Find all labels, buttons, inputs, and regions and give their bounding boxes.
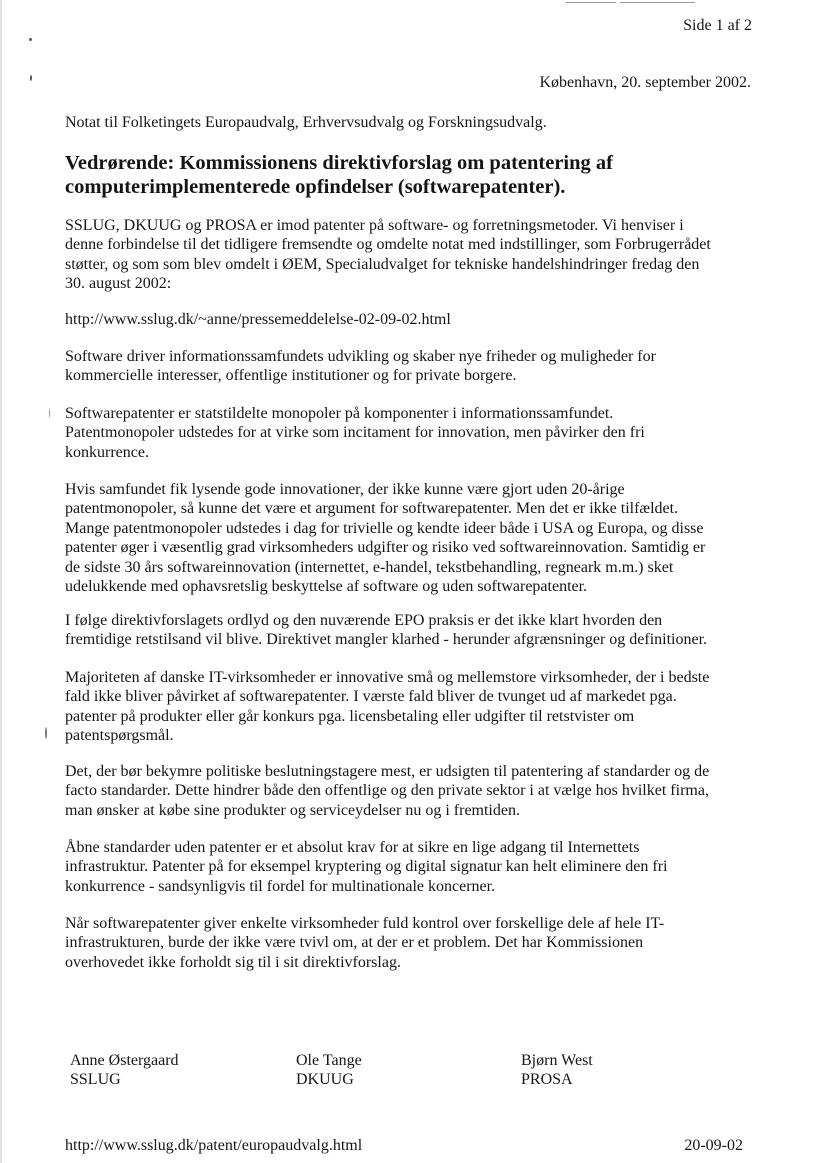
addressee: Notat til Folketingets Europaudvalg, Erhvervsudvalg og Forskningsudvalg. bbox=[65, 114, 547, 131]
paragraph-line: 30. august 2002: bbox=[65, 275, 172, 293]
paragraph-line: Det, der bør bekymre politiske beslutningstagere mest, er udsigten til patentering af standarder og de bbox=[65, 763, 710, 780]
signature-block bbox=[70, 1051, 179, 1089]
paragraph-line: infrastruktur. Patenter på for eksempel kryptering og digital signatur kan helt eliminere den fri bbox=[65, 858, 668, 876]
paragraph-standards bbox=[65, 762, 765, 820]
scan-top-line bbox=[620, 2, 695, 3]
scan-speck bbox=[49, 408, 50, 418]
paragraph-line: facto standarder. Dette hindrer både den offentlige og den private sektor i at vælge hos hvilket firma, bbox=[65, 782, 709, 800]
paragraph-line: SSLUG, DKUUG og PROSA er imod patenter på software- og forretningsmetoder. Vi henviser i bbox=[65, 217, 684, 234]
scan-speck bbox=[45, 727, 47, 739]
paragraph-line: konkurrence - sandsynligvis til fordel for multinationale koncerner. bbox=[65, 877, 496, 895]
paragraph-line: Mange patentmonopoler udstedes i dag for trivielle og kendte ideer både i USA og Europa, og disse bbox=[65, 519, 704, 537]
paragraph-line: Software driver informationssamfundets udvikling og skaber nye friheder og muligheder for bbox=[65, 348, 656, 365]
paragraph-line: fald ikke bliver påvirket af softwarepatenter. I værste fald bliver de tvunget ud af markedet pga. bbox=[65, 688, 677, 706]
paragraph-line: overhovedet ikke forholdt sig til i sit direktivforslag. bbox=[65, 953, 401, 971]
paragraph-line: patentmonopoler, så kunne det være et argument for softwarepatenter. Men det er ikke tilfældet. bbox=[65, 500, 679, 518]
paragraph-open-standards bbox=[65, 838, 765, 896]
paragraph-directive bbox=[65, 611, 765, 650]
paragraph-line: støtter, og som som blev omdelt i ØEM, Specialudvalget for tekniske handelshindringer fredag den bbox=[65, 255, 700, 273]
place-date: København, 20. september 2002. bbox=[539, 74, 751, 91]
paragraph-line: infrastrukturen, burde der ikke være tvivl om, at der er et problem. Det har Kommissionen bbox=[65, 934, 644, 952]
signature-org: SSLUG bbox=[70, 1071, 121, 1088]
paragraph-line: fremtidige retstilsand vil blive. Direktivet mangler klarhed - herunder afgrænsninger og definitioner. bbox=[65, 631, 708, 649]
paragraph-line: Når softwarepatenter giver enkelte virksomheder fuld kontrol over forskellige dele af hele IT- bbox=[65, 915, 665, 932]
paragraph-line: I følge direktivforslagets ordlyd og den nuværende EPO praksis er det ikke klart hvorden den bbox=[65, 612, 663, 629]
scan-speck bbox=[30, 75, 32, 81]
paragraph-line: Patentmonopoler udstedes for at virke som incitament for innovation, men påvirker den fri bbox=[65, 424, 645, 442]
signature-name: Anne Østergaard bbox=[70, 1052, 179, 1069]
footer-date: 20-09-02 bbox=[684, 1137, 743, 1154]
signature-block bbox=[296, 1051, 362, 1089]
paragraph-smes bbox=[65, 668, 765, 746]
paragraph-monopolies bbox=[65, 404, 765, 462]
heading-line: computerimplementerede opfindelser (softwarepatenter). bbox=[65, 176, 566, 198]
signature-org: DKUUG bbox=[296, 1071, 354, 1088]
scan-top-line bbox=[566, 2, 616, 3]
paragraph-line: Softwarepatenter er statstildelte monopoler på komponenter i informationssamfundet. bbox=[65, 405, 614, 422]
press-release-link: http://www.sslug.dk/~anne/pressemeddelelse-02-09-02.html bbox=[65, 311, 451, 328]
subject-heading bbox=[65, 151, 785, 199]
paragraph-line: de sidste 30 års softwareinnovation (internettet, e-handel, tekstbehandling, regneark m.m.) sket bbox=[65, 558, 674, 576]
page-number: Side 1 af 2 bbox=[683, 17, 752, 34]
paragraph-conclusion bbox=[65, 914, 765, 972]
scan-left-edge bbox=[0, 0, 2, 1163]
paragraph-line: Hvis samfundet fik lysende gode innovationer, der ikke kunne være gjort uden 20-årige bbox=[65, 481, 625, 498]
signature-name: Bjørn West bbox=[521, 1052, 593, 1069]
paragraph-url bbox=[65, 310, 765, 329]
paragraph-line: patenter på produkter eller går konkurs pga. licensbetaling eller udgifter til retstvister om bbox=[65, 707, 635, 725]
paragraph-innovation bbox=[65, 480, 765, 596]
paragraph-intro bbox=[65, 216, 765, 294]
heading-line: Vedrørende: Kommissionens direktivforslag om patentering af bbox=[65, 152, 613, 174]
paragraph-line: udelukkende med ophavsretslig beskyttelse af software og uden softwarepatenter. bbox=[65, 578, 588, 596]
paragraph-line: Åbne standarder uden patenter er et absolut krav for at sikre en lige adgang til Internettets bbox=[65, 839, 640, 856]
signature-block bbox=[521, 1051, 593, 1089]
paragraph-line: konkurrence. bbox=[65, 443, 149, 461]
paragraph-line: Majoriteten af danske IT-virksomheder er innovative små og mellemstore virksomheder, der i bedste bbox=[65, 669, 710, 686]
paragraph-line: patentspørgsmål. bbox=[65, 727, 174, 745]
signature-org: PROSA bbox=[521, 1071, 573, 1088]
scan-speck bbox=[29, 38, 32, 41]
paragraph-line: denne forbindelse til det tidligere fremsendte og omdelte notat med indstillinger, som Forbrugerrådet bbox=[65, 236, 711, 254]
signature-name: Ole Tange bbox=[296, 1052, 362, 1069]
paragraph-line: kommercielle interesser, offentlige institutioner og for private borgere. bbox=[65, 367, 517, 385]
paragraph-line: man ønsker at købe sine produkter og serviceydelser nu og i fremtiden. bbox=[65, 801, 520, 819]
paragraph-line: patenter øger i væsentlig grad virksomheders udgifter og risiko ved softwareinnovation. Samtidig er bbox=[65, 539, 706, 557]
footer-url: http://www.sslug.dk/patent/europaudvalg.html bbox=[65, 1137, 363, 1154]
paragraph-software-driver bbox=[65, 347, 765, 386]
